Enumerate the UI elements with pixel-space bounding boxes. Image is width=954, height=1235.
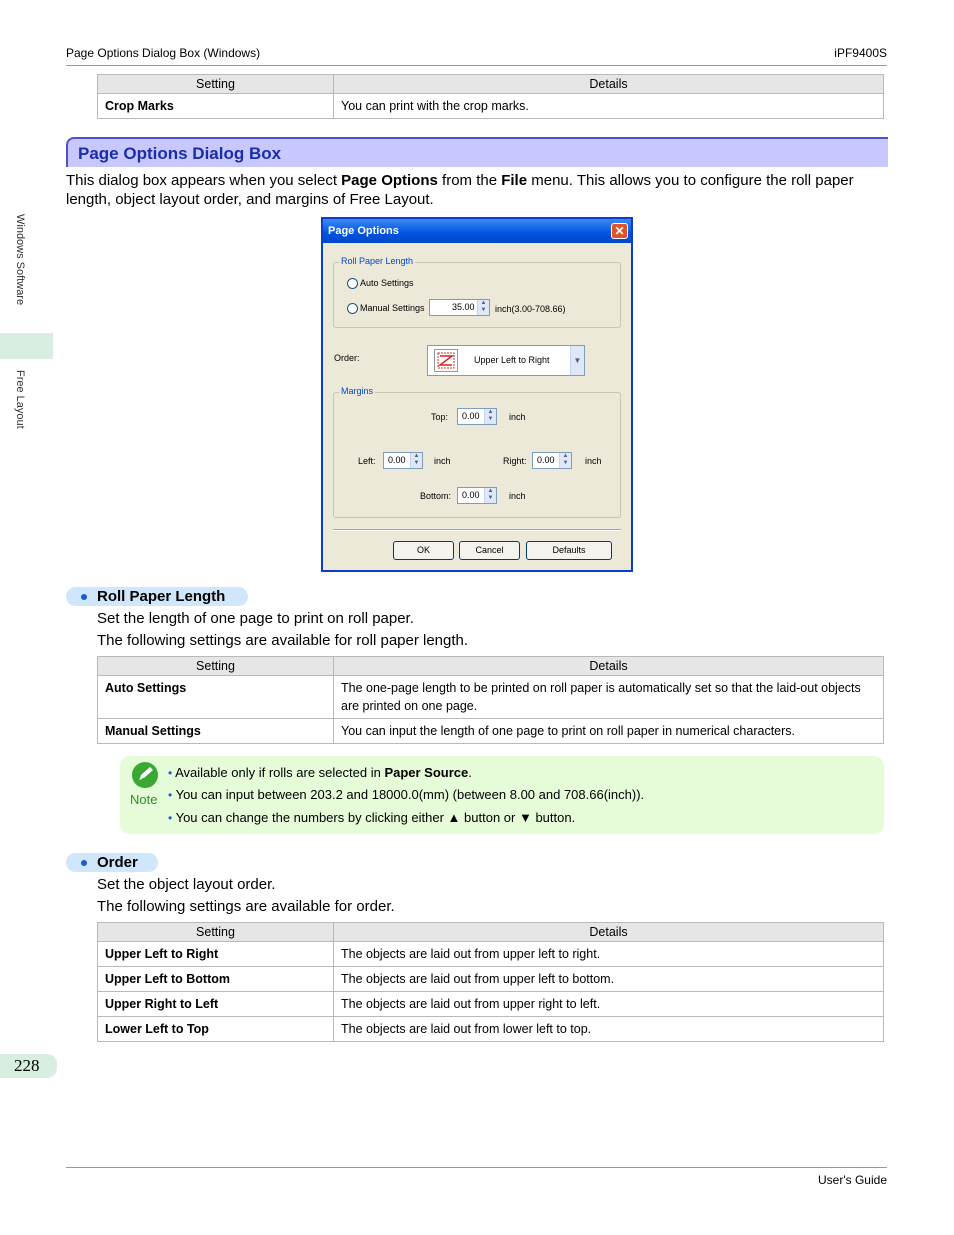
roll-paper-length-table [97,656,884,744]
left-margin-unit: inch [434,456,451,466]
order-selected-value: Upper Left to Right [474,355,550,365]
footer-guide-name: User's Guide [818,1173,887,1187]
column-header: Setting [98,75,334,94]
order-desc-1: Set the object layout order. [97,876,276,893]
column-header: Setting [98,923,334,942]
group-label: Roll Paper Length [341,256,414,266]
manual-length-stepper[interactable]: 35.00 ▲ ▼ [429,299,490,316]
header-rule [66,65,887,66]
auto-settings-radio[interactable] [347,278,358,289]
note-item: • You can change the numbers by clicking either ▲ button or ▼ button. [168,810,576,825]
footer-rule [66,1167,887,1168]
setting-cell: Manual Settings [98,719,334,744]
bullet-icon: • [168,788,173,802]
right-margin-label: Right: [503,456,527,466]
details-cell: The objects are laid out from upper right to left. [334,992,884,1017]
ok-button[interactable]: OK [393,541,454,560]
bottom-margin-stepper[interactable]: 0.00 ▲ ▼ [457,487,497,504]
table-row [98,1017,884,1042]
auto-settings-label: Auto Settings [360,278,414,288]
table-row [98,992,884,1017]
setting-cell: Auto Settings [98,676,334,719]
cancel-button[interactable]: Cancel [459,541,520,560]
bottom-margin-label: Bottom: [420,491,452,501]
stepper-arrows-icon[interactable]: ▲ ▼ [410,453,422,468]
order-table [97,922,884,1042]
order-heading: Order [66,853,158,872]
order-desc-2: The following settings are available for order. [97,898,395,915]
dialog-title: Page Options [328,225,399,237]
layout-order-icon [434,349,458,372]
roll-paper-length-heading: Roll Paper Length [66,587,248,606]
note-item: • You can input between 203.2 and 18000.0(mm) (between 8.00 and 708.66(inch)). [168,787,645,802]
right-margin-stepper[interactable]: 0.00 ▲ ▼ [532,452,572,469]
bullet-icon: • [168,766,173,780]
crop-marks-table [97,74,884,119]
chevron-down-icon[interactable]: ▼ [570,346,584,375]
order-dropdown[interactable] [427,345,585,376]
table-row [98,942,884,967]
note-item: • Available only if rolls are selected in Paper Source. [168,765,472,780]
stepper-arrows-icon[interactable]: ▲ ▼ [484,488,496,503]
roll-desc-2: The following settings are available for roll paper length. [97,632,469,649]
setting-cell: Crop Marks [98,94,334,119]
section-heading [66,137,888,167]
menu-ref-file: File [501,172,528,189]
note-label: Note [130,792,158,807]
manual-settings-radio[interactable] [347,303,358,314]
left-margin-stepper[interactable]: 0.00 ▲ ▼ [383,452,423,469]
details-cell: The one-page length to be printed on roll paper is automatically set so that the laid-out objects are printed on one page. [334,676,884,719]
setting-cell: Upper Left to Bottom [98,967,334,992]
manual-settings-label: Manual Settings [360,303,425,313]
details-cell: The objects are laid out from upper left to bottom. [334,967,884,992]
top-margin-unit: inch [509,412,526,422]
dialog-separator [333,529,621,531]
dialog-titlebar [323,219,631,243]
note-box [120,756,884,834]
side-tab-windows-software[interactable]: Windows Software [14,214,26,306]
table-row [98,719,884,744]
table-row [98,967,884,992]
manual-length-unit: inch(3.00-708.66) [495,304,566,314]
roll-desc-1: Set the length of one page to print on roll paper. [97,610,414,627]
left-margin-label: Left: [358,456,376,466]
page-number: 228 [0,1054,57,1078]
running-header-title: Page Options Dialog Box (Windows) [66,46,261,60]
defaults-button[interactable]: Defaults [526,541,612,560]
roll-paper-length-group [333,256,621,328]
section-title: Page Options Dialog Box [78,144,282,163]
running-header-model: iPF9400S [834,46,887,60]
side-tab-highlight [0,333,53,359]
column-header: Details [334,75,884,94]
group-label: Margins [341,386,374,396]
table-row [98,94,884,119]
side-tab-free-layout[interactable]: Free Layout [14,370,26,429]
section-intro: This dialog box appears when you select Page Options from the File menu. This allows you to configure the roll paper length, object layout order, and margins of Free Layout. [66,172,854,208]
top-margin-stepper[interactable]: 0.00 ▲ ▼ [457,408,497,425]
pencil-icon [132,762,158,788]
stepper-arrows-icon[interactable]: ▲ ▼ [477,300,489,315]
details-cell: The objects are laid out from upper left to right. [334,942,884,967]
column-header: Details [334,657,884,676]
setting-cell: Upper Left to Right [98,942,334,967]
menu-ref-page-options: Page Options [341,172,438,189]
page-options-dialog [321,217,633,572]
details-cell: You can print with the crop marks. [334,94,884,119]
column-header: Details [334,923,884,942]
stepper-arrows-icon[interactable]: ▲ ▼ [484,409,496,424]
right-margin-unit: inch [585,456,602,466]
order-label: Order: [334,353,360,363]
bottom-margin-unit: inch [509,491,526,501]
details-cell: You can input the length of one page to print on roll paper in numerical characters. [334,719,884,744]
close-icon[interactable]: ✕ [611,223,628,239]
bullet-icon [81,860,87,866]
details-cell: The objects are laid out from lower left to top. [334,1017,884,1042]
bullet-icon [81,594,87,600]
table-row [98,676,884,719]
setting-cell: Upper Right to Left [98,992,334,1017]
top-margin-label: Top: [431,412,449,422]
column-header: Setting [98,657,334,676]
setting-cell: Lower Left to Top [98,1017,334,1042]
bullet-icon: • [168,811,173,825]
stepper-arrows-icon[interactable]: ▲ ▼ [559,453,571,468]
